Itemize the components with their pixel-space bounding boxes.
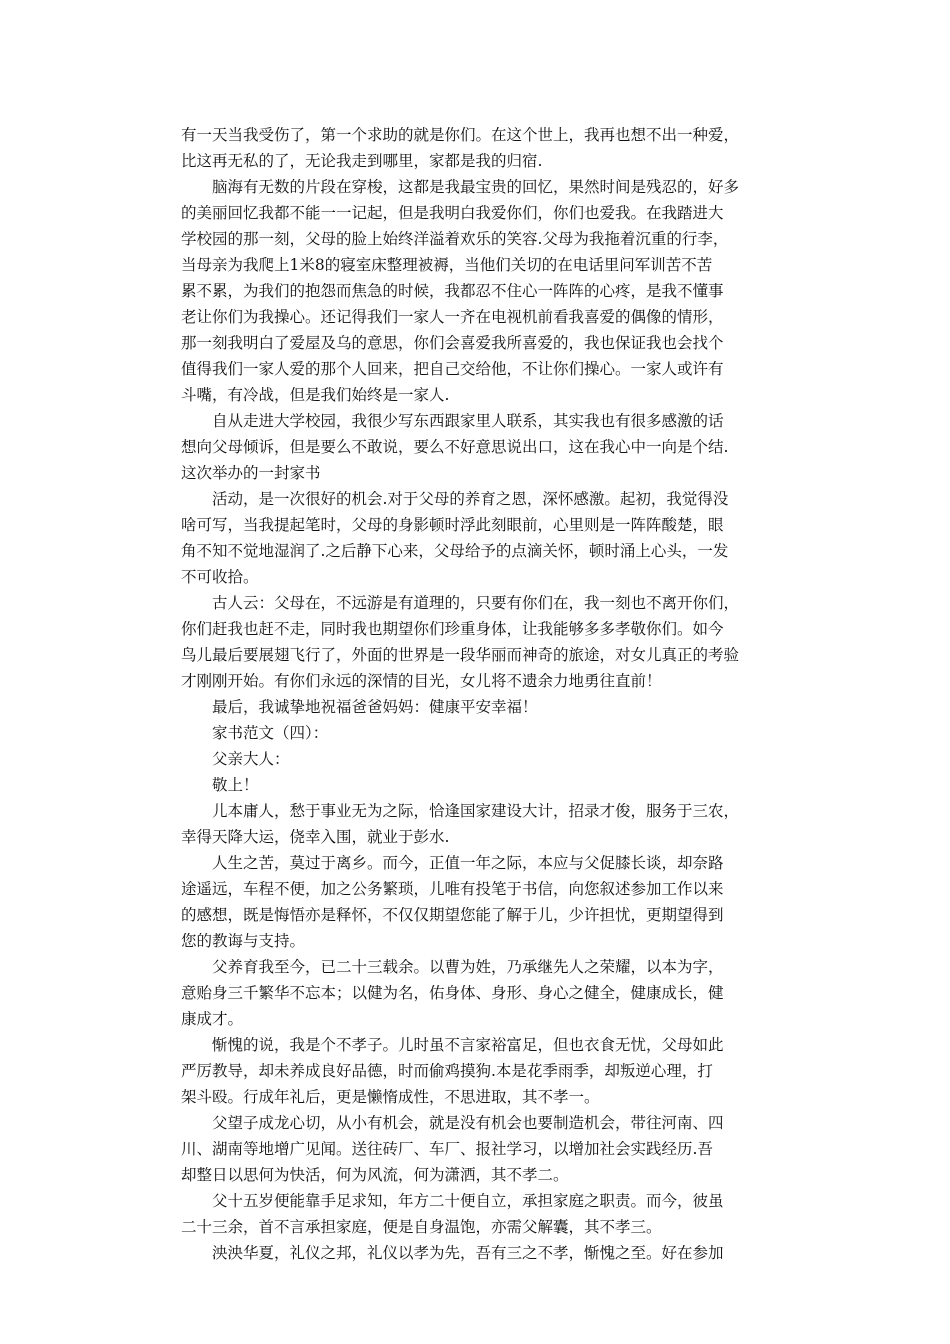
text-line: 脑海有无数的片段在穿梭，这都是我最宝贵的回忆，果然时间是残忍的，好多	[212, 178, 740, 196]
text-line: 古人云：父母在，不远游是有道理的，只要有你们在，我一刻也不离开你们，	[212, 594, 740, 612]
text-line: 的感想，既是悔悟亦是释怀，不仅仅期望您能了解于儿，少许担忧，更期望得到	[181, 906, 724, 924]
text-line: 康成才。	[181, 1010, 244, 1028]
text-line: 家书范文（四）：	[212, 724, 329, 742]
body-paragraph	[181, 798, 771, 850]
text-line: 比这再无私的了，无论我走到哪里，家都是我的归宿.	[181, 152, 543, 170]
text-line: 你们赶我也赶不走，同时我也期望你们珍重身体，让我能够多多孝敬你们。如今	[181, 620, 724, 638]
body-paragraph	[181, 486, 771, 590]
text-line: 架斗殴。行成年礼后，更是懒惰成性，不思进取，其不孝一。	[181, 1088, 600, 1106]
text-line: 那一刻我明白了爱屋及乌的意思，你们会喜爱我所喜爱的，我也保证我也会找个	[181, 334, 724, 352]
text-line: 父十五岁便能靠手足求知，年方二十便自立，承担家庭之职责。而今，彼虽	[212, 1192, 724, 1210]
text-line: 老让你们为我操心。还记得我们一家人一齐在电视机前看我喜爱的偶像的情形，	[181, 308, 724, 326]
text-line: 不可收拾。	[181, 568, 259, 586]
text-line: 的美丽回忆我都不能一一记起，但是我明白我爱你们，你们也爱我。在我踏进大	[181, 204, 724, 222]
text-line: 父亲大人：	[212, 750, 290, 768]
text-line: 意贻身三千繁华不忘本；以健为名，佑身体、身形、身心之健全，健康成长，健	[181, 984, 724, 1002]
body-paragraph	[181, 1188, 771, 1240]
text-line: 才刚刚开始。有你们永远的深情的目光，女儿将不遗余力地勇往直前！	[181, 672, 662, 690]
text-line: 敬上！	[212, 776, 259, 794]
text-line: 自从走进大学校园，我很少写东西跟家里人联系，其实我也有很多感激的话	[212, 412, 724, 430]
text-line: 累不累，为我们的抱怨而焦急的时候，我都忍不住心一阵阵的心疼，是我不懂事	[181, 282, 724, 300]
text-line: 您的教诲与支持。	[181, 932, 306, 950]
body-paragraph	[181, 772, 771, 798]
text-line: 惭愧的说，我是个不孝子。儿时虽不言家裕富足，但也衣食无忧，父母如此	[212, 1036, 724, 1054]
body-paragraph	[181, 850, 771, 954]
text-line: 途遥远，车程不便，加之公务繁琐，儿唯有投笔于书信，向您叙述参加工作以来	[181, 880, 724, 898]
body-paragraph	[181, 954, 771, 1032]
text-line: 鸟儿最后要展翅飞行了，外面的世界是一段华丽而神奇的旅途，对女儿真正的考验	[181, 646, 740, 664]
text-line: 却整日以思何为快活，何为风流，何为潇洒，其不孝二。	[181, 1166, 569, 1184]
body-paragraph	[181, 408, 771, 486]
text-line: 活动，是一次很好的机会.对于父母的养育之恩，深怀感激。起初，我觉得没	[212, 490, 729, 508]
text-line: 啥可写，当我提起笔时，父母的身影顿时浮此刻眼前，心里则是一阵阵酸楚，眼	[181, 516, 724, 534]
text-line: 人生之苦，莫过于离乡。而今，正值一年之际，本应与父促膝长谈，却奈路	[212, 854, 724, 872]
document-page	[181, 122, 771, 1266]
text-line: 最后，我诚挚地祝福爸爸妈妈：健康平安幸福！	[212, 698, 538, 716]
text-line: 当母亲为我爬上1米8的寝室床整理被褥，当他们关切的在电话里问军训苦不苦	[181, 256, 713, 274]
text-line: 父望子成龙心切，从小有机会，就是没有机会也要制造机会，带往河南、四	[212, 1114, 724, 1132]
body-paragraph	[181, 590, 771, 694]
body-paragraph	[181, 122, 771, 174]
text-line: 角不知不觉地湿润了.之后静下心来，父母给予的点滴关怀，顿时涌上心头，一发	[181, 542, 729, 560]
body-paragraph	[181, 174, 771, 408]
body-paragraph	[181, 720, 771, 746]
text-line: 想向父母倾诉，但是要么不敢说，要么不好意思说出口，这在我心中一向是个结.	[181, 438, 729, 456]
text-line: 泱泱华夏，礼仪之邦，礼仪以孝为先，吾有三之不孝，惭愧之至。好在参加	[212, 1244, 724, 1262]
text-line: 严厉教导，却未养成良好品德，时而偷鸡摸狗.本是花季雨季，却叛逆心理，打	[181, 1062, 713, 1080]
text-line: 斗嘴，有冷战，但是我们始终是一家人.	[181, 386, 450, 404]
text-line: 这次举办的一封家书	[181, 464, 321, 482]
text-line: 川、湖南等地增广见闻。送往砖厂、车厂、报社学习，以增加社会实践经历.吾	[181, 1140, 713, 1158]
text-line: 值得我们一家人爱的那个人回来，把自己交给他，不让你们操心。一家人或许有	[181, 360, 724, 378]
text-line: 学校园的那一刻，父母的脸上始终洋溢着欢乐的笑容.父母为我拖着沉重的行李，	[181, 230, 729, 248]
text-line: 有一天当我受伤了，第一个求助的就是你们。在这个世上，我再也想不出一种爱，	[181, 126, 740, 144]
text-line: 二十三余，首不言承担家庭，便是自身温饱，亦需父解囊，其不孝三。	[181, 1218, 662, 1236]
body-paragraph	[181, 746, 771, 772]
text-line: 父养育我至今，已二十三载余。以曹为姓，乃承继先人之荣耀，以本为字，	[212, 958, 724, 976]
text-line: 幸得天降大运，侥幸入围，就业于彭水.	[181, 828, 450, 846]
body-paragraph	[181, 1110, 771, 1188]
body-paragraph	[181, 694, 771, 720]
body-paragraph	[181, 1032, 771, 1110]
text-line: 儿本庸人，愁于事业无为之际，恰逢国家建设大计，招录才俊，服务于三农，	[212, 802, 740, 820]
body-paragraph	[181, 1240, 771, 1266]
